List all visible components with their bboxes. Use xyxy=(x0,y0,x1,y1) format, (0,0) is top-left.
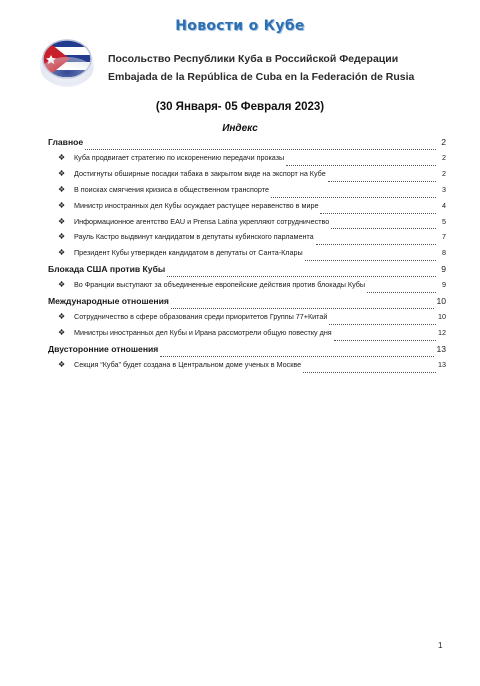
toc-page-number: 9 xyxy=(441,264,446,275)
index-title: Индекс xyxy=(222,123,258,134)
toc-page-number: 2 xyxy=(442,168,446,178)
toc-page-number: 7 xyxy=(442,232,446,242)
toc-entry[interactable] xyxy=(48,360,446,376)
toc-entry-label: Рауль Кастро выдвинут кандидатом в депутаты кубинского парламента xyxy=(74,232,314,242)
toc-section-bilateral[interactable] xyxy=(48,344,446,360)
toc-entry[interactable] xyxy=(48,169,446,185)
newsletter-banner: Новости о Кубе xyxy=(175,18,305,34)
diamond-bullet-icon: ❖ xyxy=(58,328,66,338)
toc-page-number: 5 xyxy=(442,216,446,226)
page-number: 1 xyxy=(438,641,443,650)
toc-entry-label: Секция “Куба” будет создана в Центральном доме ученых в Москве xyxy=(74,359,302,369)
toc-entry-label: Достигнуты обширные посадки табака в закрытом виде на экспорт на Кубе xyxy=(74,168,326,178)
toc-page-number: 2 xyxy=(442,153,446,162)
dot-leader xyxy=(271,196,436,198)
toc-entry[interactable] xyxy=(48,312,446,328)
dot-leader xyxy=(329,323,436,325)
toc-section-label: Блокада США против Кубы xyxy=(48,264,166,275)
toc-entry[interactable] xyxy=(48,248,446,264)
diamond-bullet-icon: ❖ xyxy=(58,216,66,226)
toc-section-international[interactable] xyxy=(48,296,446,312)
toc-entry[interactable] xyxy=(48,201,446,217)
dot-leader xyxy=(160,355,434,357)
toc-entry-label: Министры иностранных дел Кубы и Ирана рассмотрели общую повестку дня xyxy=(74,328,332,338)
dot-leader xyxy=(85,148,436,150)
toc-section-label: Главное xyxy=(48,137,84,147)
dot-leader xyxy=(328,180,436,182)
diamond-bullet-icon: ❖ xyxy=(58,232,66,242)
toc-entry[interactable] xyxy=(48,328,446,344)
toc-entry[interactable] xyxy=(48,185,446,201)
dot-leader xyxy=(286,164,436,166)
dot-leader xyxy=(305,259,436,261)
toc-section-blockade[interactable] xyxy=(48,264,446,280)
toc-section-main[interactable] xyxy=(48,137,446,153)
dot-leader xyxy=(316,243,436,245)
toc-entry[interactable] xyxy=(48,232,446,248)
toc-entry-label: Информационное агентство EAU и Prensa Latina укрепляют сотрудничество xyxy=(74,216,330,226)
toc-section-label: Международные отношения xyxy=(48,296,169,307)
toc-page-number: 13 xyxy=(436,343,446,354)
dot-leader xyxy=(303,371,436,373)
dot-leader xyxy=(331,227,436,229)
diamond-bullet-icon: ❖ xyxy=(58,184,66,194)
toc-page-number: 12 xyxy=(438,328,446,338)
diamond-bullet-icon: ❖ xyxy=(58,168,66,178)
dot-leader xyxy=(167,275,436,277)
embassy-name-russian: Посольство Республики Куба в Российской Федерации xyxy=(108,53,399,65)
toc-section-label: Двусторонние отношения xyxy=(48,343,159,354)
toc-page-number: 2 xyxy=(441,137,446,147)
toc-page-number: 9 xyxy=(442,280,446,290)
toc-page-number: 8 xyxy=(442,248,446,258)
embassy-name-spanish: Embajada de la República de Cuba en la Federación de Rusia xyxy=(108,71,415,83)
diamond-bullet-icon: ❖ xyxy=(58,153,66,162)
date-range: (30 Января- 05 Февраля 2023) xyxy=(155,101,325,113)
dot-leader xyxy=(334,339,436,341)
toc-page-number: 10 xyxy=(436,296,446,307)
toc-page-number: 4 xyxy=(442,200,446,210)
diamond-bullet-icon: ❖ xyxy=(58,280,66,290)
dot-leader xyxy=(367,291,436,293)
diamond-bullet-icon: ❖ xyxy=(58,312,66,322)
table-of-contents xyxy=(48,137,446,376)
toc-entry-label: Во Франции выступают за объединенные европейские действия против блокады Кубы xyxy=(74,280,366,290)
cuba-flag-seal-icon xyxy=(36,31,98,93)
toc-entry-label: Куба продвигает стратегию по искоренению передачи проказы xyxy=(74,153,285,162)
toc-page-number: 10 xyxy=(438,312,446,322)
toc-entry[interactable] xyxy=(48,280,446,296)
dot-leader xyxy=(320,212,436,214)
toc-entry-label: Президент Кубы утвержден кандидатом в депутаты от Санта-Клары xyxy=(74,248,303,258)
dot-leader xyxy=(171,307,435,309)
toc-entry[interactable] xyxy=(48,153,446,169)
toc-page-number: 3 xyxy=(442,184,446,194)
diamond-bullet-icon: ❖ xyxy=(58,359,66,369)
diamond-bullet-icon: ❖ xyxy=(58,248,66,258)
diamond-bullet-icon: ❖ xyxy=(58,200,66,210)
toc-page-number: 13 xyxy=(438,359,446,369)
toc-entry-label: В поисках смягчения кризиса в общественном транспорте xyxy=(74,184,269,194)
toc-entry-label: Министр иностранных дел Кубы осуждает растущее неравенство в мире xyxy=(74,200,319,210)
toc-entry-label: Сотрудничество в сфере образования среди приоритетов Группы 77+Китай xyxy=(74,312,328,322)
toc-entry[interactable] xyxy=(48,217,446,233)
